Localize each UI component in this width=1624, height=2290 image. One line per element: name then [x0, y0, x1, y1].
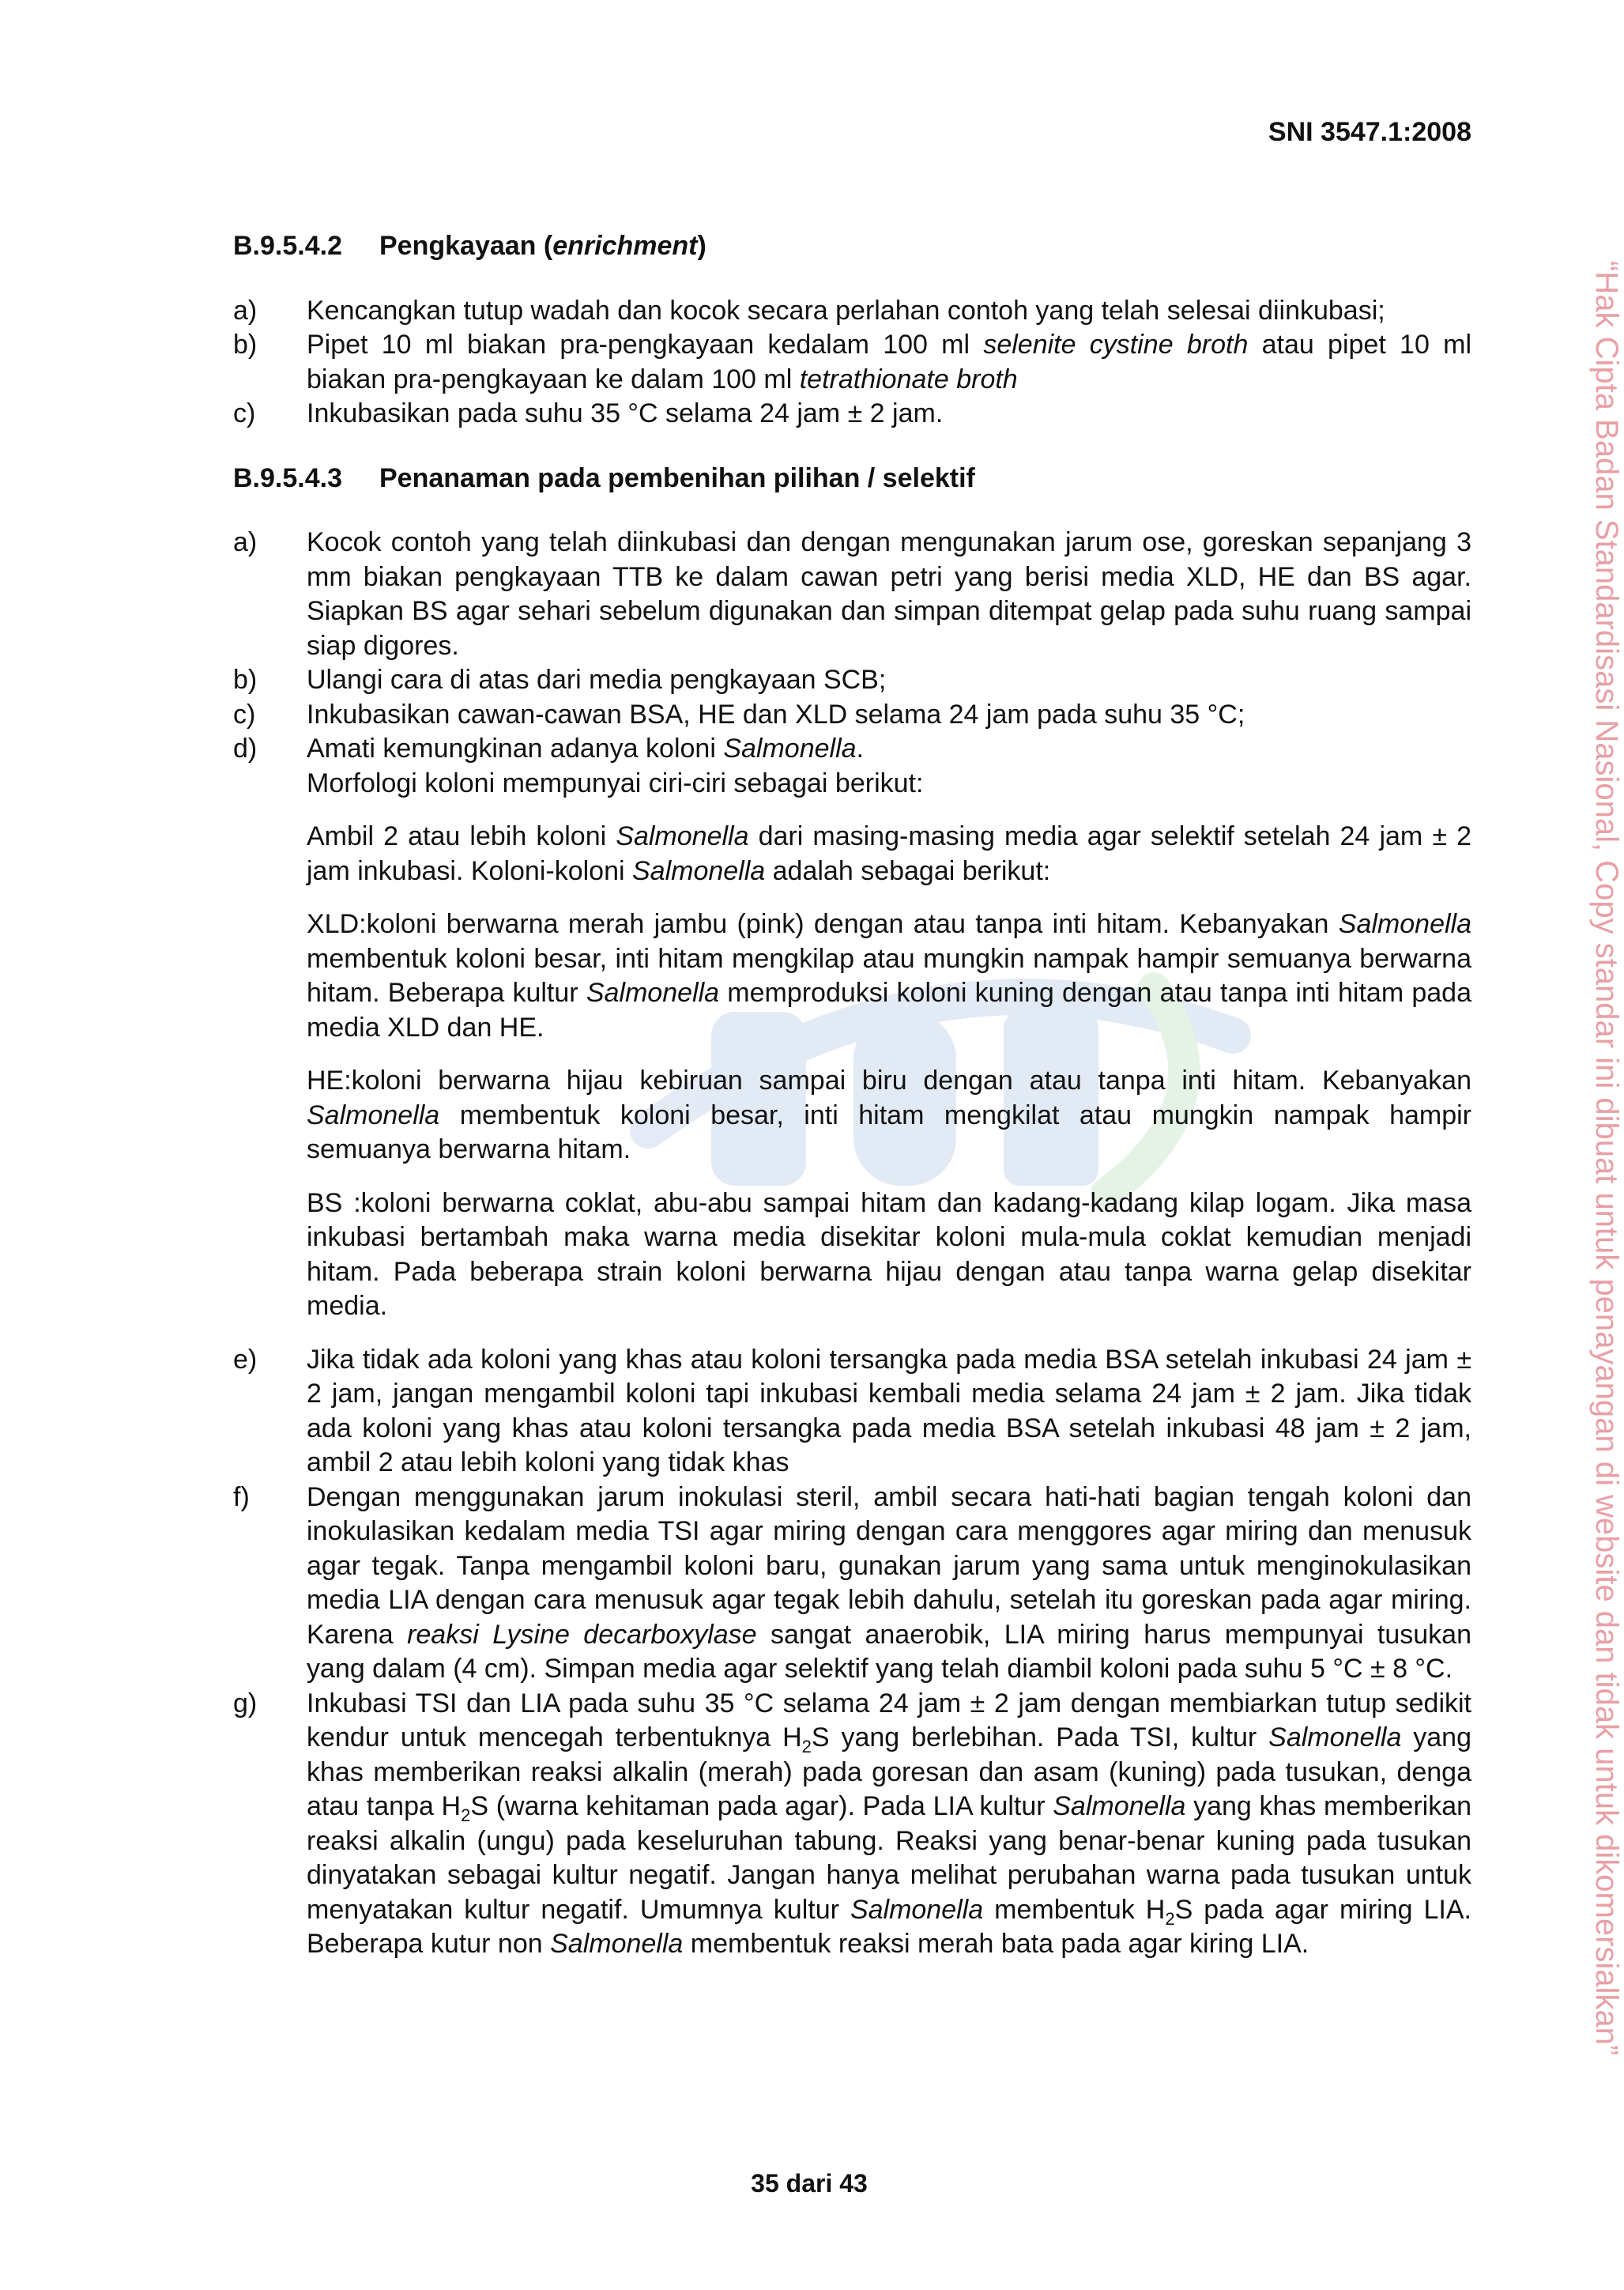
list-marker: b): [233, 330, 258, 360]
list-text: Jika tidak ada koloni yang khas atau koloni tersangka pada media BSA setelah inkubasi 24 jam ± 2 jam, jangan mengambil koloni tapi inkubasi kembali media selama 24 jam ± 2 jam. Jika tidak ada koloni yang khas atau koloni tersangka pada media BSA setelah inkubasi 48 jam ± 2 jam, ambil 2 atau lebih koloni yang tidak khas: [307, 1344, 1471, 1477]
enrichment-steps: [233, 294, 1471, 432]
list-text: Ulangi cara di atas dari media pengkayaan SCB;: [307, 665, 887, 695]
list-item: [233, 1343, 1471, 1481]
list-marker: g): [233, 1688, 258, 1718]
copyright-watermark: “Hak Cipta Badan Standardisasi Nasional, Copy standar ini dibuat untuk penayangan di website dan tidak untuk dikomersialkan”: [1589, 261, 1624, 2056]
list-text: [307, 732, 1471, 1343]
list-marker: c): [233, 699, 256, 730]
list-text: Inkubasikan cawan-cawan BSA, HE dan XLD selama 24 jam pada suhu 35 °C;: [307, 699, 1245, 730]
list-item: [233, 328, 1471, 397]
list-marker: a): [233, 527, 258, 557]
document-body: [233, 229, 1471, 1992]
section-heading-enrichment: [233, 229, 1471, 264]
list-text: Pipet 10 ml biakan pra-pengkayaan kedalam 100 ml selenite cystine broth atau pipet 10 ml biakan pra-pengkayaan ke dalam 100 ml tetrathionate broth: [307, 330, 1471, 394]
list-item: [233, 1687, 1471, 1962]
list-item: [233, 294, 1471, 329]
list-marker: b): [233, 665, 258, 695]
paragraph-colony-selection: Ambil 2 atau lebih koloni Salmonella dari masing-masing media agar selektif setelah 24 jam ± 2 jam inkubasi. Koloni-koloni Salmonella adalah sebagai berikut:: [307, 821, 1471, 886]
section-title: Penanaman pada pembenihan pilihan / selektif: [379, 462, 975, 493]
list-text: Kencangkan tutup wadah dan kocok secara perlahan contoh yang telah selesai diinkubasi;: [307, 295, 1385, 326]
list-item: [233, 397, 1471, 432]
paragraph-he: HE:koloni berwarna hijau kebiruan sampai biru dengan atau tanpa inti hitam. Kebanyakan Salmonella membentuk koloni besar, inti hitam mengkilat atau mungkin nampak hampir semuanya berwarna hitam.: [307, 1066, 1471, 1164]
paragraph-xld: XLD:koloni berwarna merah jambu (pink) dengan atau tanpa inti hitam. Kebanyakan Salmonella membentuk koloni besar, inti hitam mengkilap atau mungkin nampak hampir semuanya berwarna hitam. Beberapa kultur Salmonella memproduksi koloni kuning dengan atau tanpa inti hitam pada media XLD dan HE.: [307, 909, 1471, 1043]
section-number: B.9.5.4.2: [233, 231, 342, 261]
paragraph-bs: BS :koloni berwarna coklat, abu-abu sampai hitam dan kadang-kadang kilap logam. Jika masa inkubasi bertambah maka warna media disekitar koloni mula-mula coklat kemudian menjadi hitam. Pada beberapa strain koloni berwarna hijau dengan atau tanpa warna gelap disekitar media.: [307, 1187, 1471, 1321]
list-marker: c): [233, 398, 256, 428]
list-marker: a): [233, 295, 258, 326]
list-marker: d): [233, 734, 258, 764]
paragraph: Amati kemungkinan adanya koloni Salmonella.: [307, 734, 864, 764]
section-title: Pengkayaan (enrichment): [379, 231, 706, 261]
selective-steps: [233, 526, 1471, 1962]
list-item: [233, 663, 1471, 698]
list-marker: f): [233, 1481, 250, 1512]
section-number: B.9.5.4.3: [233, 462, 342, 493]
list-item: [233, 526, 1471, 663]
paragraph: Morfologi koloni mempunyai ciri-ciri sebagai berikut:: [307, 768, 924, 798]
list-text: Inkubasikan pada suhu 35 °C selama 24 jam ± 2 jam.: [307, 398, 944, 428]
list-text: Dengan menggunakan jarum inokulasi steril, ambil secara hati-hati bagian tengah koloni dan inokulasikan kedalam media TSI agar miring dengan cara menggores agar miring dan menusuk agar tegak. Tanpa mengambil koloni baru, gunakan jarum yang sama untuk menginokulasikan media LIA dengan cara menusuk agar tegak lebih dahulu, setelah itu goreskan pada agar miring. Karena reaksi Lysine decarboxylase sangat anaerobik, LIA miring harus mempunyai tusukan yang dalam (4 cm). Simpan media agar selektif yang telah diambil koloni pada suhu 5 °C ± 8 °C.: [307, 1481, 1472, 1684]
standard-code: SNI 3547.1:2008: [1268, 117, 1471, 147]
list-item: [233, 732, 1471, 1343]
page-number: 35 dari 43: [751, 2169, 868, 2198]
list-text: Kocok contoh yang telah diinkubasi dan dengan mengunakan jarum ose, goreskan sepanjang 3 mm biakan pengkayaan TTB ke dalam cawan petri yang berisi media XLD, HE dan BS agar. Siapkan BS agar sehari sebelum digunakan dan simpan ditempat gelap pada suhu ruang sampai siap digores.: [307, 527, 1471, 661]
list-text: Inkubasi TSI dan LIA pada suhu 35 °C selama 24 jam ± 2 jam dengan membiarkan tutup sedikit kendur untuk mencegah terbentuknya $H_2S$ yang berlebihan. Pada TSI, kultur Salmonella yang khas memberikan reaksi alkalin (merah) pada goresan dan asam (kuning) pada tusukan, denga atau tanpa $H_2S$ (warna kehitaman pada agar). Pada LIA kultur Salmonella yang khas memberikan reaksi alkalin (ungu) pada keseluruhan tabung. Reaksi yang benar-benar kuning pada tusukan dinyatakan sebagai kultur negatif. Jangan hanya melihat perubahan warna pada tusukan untuk menyatakan kultur negatif. Umumnya kultur Salmonella membentuk $H_2S$ pada agar miring LIA. Beberapa kutur non Salmonella membentuk reaksi merah bata pada agar kiring LIA.: [307, 1688, 1472, 1959]
section-heading-selective: [233, 462, 1471, 496]
list-marker: e): [233, 1344, 258, 1375]
list-item: [233, 698, 1471, 733]
list-item: [233, 1481, 1471, 1687]
